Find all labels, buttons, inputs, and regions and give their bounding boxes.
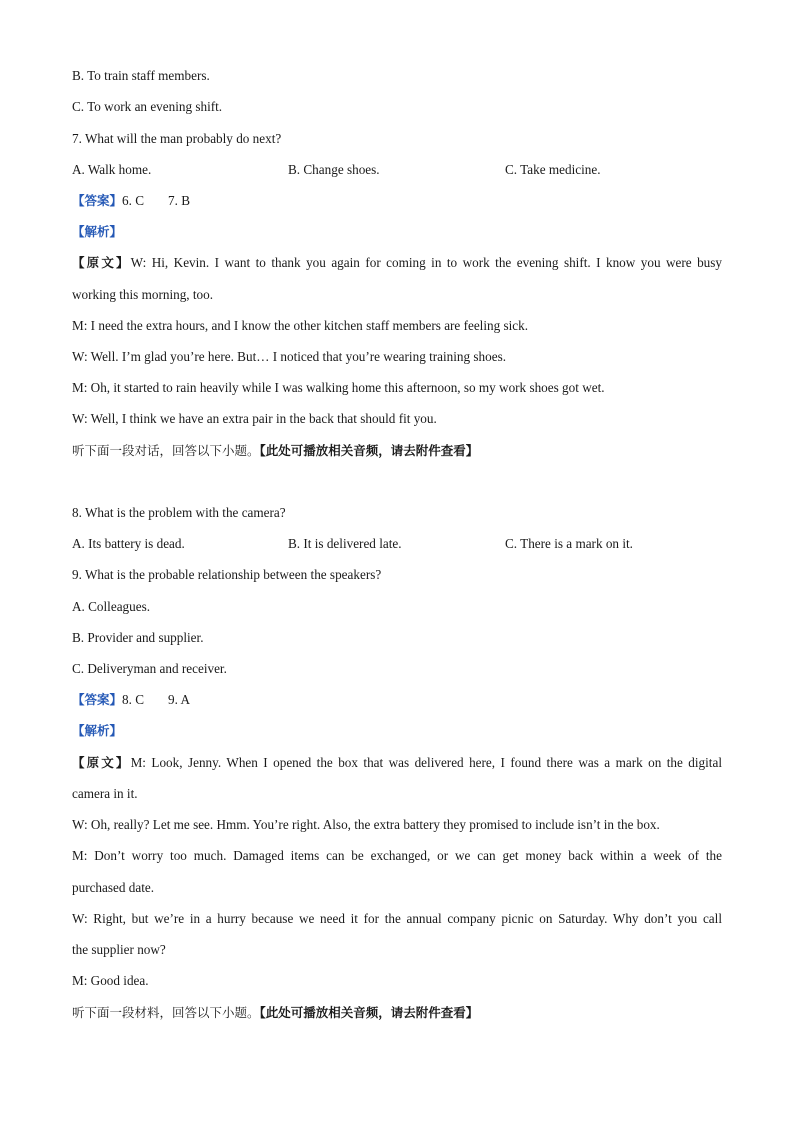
- transcript2-line1: 【原文】M: Look, Jenny. When I opened the box that was delivered here, I found there was a mark on the digital: [72, 755, 722, 770]
- q8-option-b: B. It is delivered late.: [288, 536, 402, 551]
- answer-7: 7. B: [168, 193, 190, 208]
- instruction-line-1: 听下面一段对话，回答以下小题。【此处可播放相关音频，请去附件查看】: [72, 443, 479, 458]
- transcript1-line2: M: I need the extra hours, and I know the other kitchen staff members are feeling sick.: [72, 318, 529, 333]
- analysis-tag: 【解析】: [72, 723, 123, 738]
- q8-question: 8. What is the problem with the camera?: [72, 505, 286, 520]
- answer-9: 9. A: [168, 692, 190, 707]
- analysis-tag: 【解析】: [72, 224, 123, 239]
- answer-line-1: [72, 193, 190, 209]
- analysis-line-1: [72, 224, 122, 240]
- q7-question: 7. What will the man probably do next?: [72, 131, 282, 146]
- transcript1-line1-cont: working this morning, too.: [72, 287, 214, 302]
- transcript1-line1: 【原文】W: Hi, Kevin. I want to thank you again for coming in to work the evening shift. I know you were busy: [72, 255, 722, 270]
- q9-option-c: C. Deliveryman and receiver.: [72, 661, 227, 676]
- q6-option-c: C. To work an evening shift.: [72, 99, 223, 114]
- answer-tag: 【答案】: [72, 692, 123, 707]
- audio-note: 【此处可播放相关音频，请去附件查看】: [259, 443, 479, 458]
- transcript1-line3: W: Well. I’m glad you’re here. But… I noticed that you’re wearing training shoes.: [72, 349, 506, 364]
- transcript2-line2: W: Oh, really? Let me see. Hmm. You’re right. Also, the extra battery they promised to include isn’t in the box.: [72, 817, 660, 832]
- transcript-tag: 【原文】: [72, 755, 131, 770]
- transcript2-line3-cont: purchased date.: [72, 880, 155, 895]
- q8-option-c: C. There is a mark on it.: [505, 536, 633, 551]
- transcript2-line4-cont: the supplier now?: [72, 942, 166, 957]
- q7-option-a: A. Walk home.: [72, 162, 152, 177]
- q6-option-b: B. To train staff members.: [72, 68, 210, 83]
- q9-option-a: A. Colleagues.: [72, 599, 151, 614]
- answer-line-2: [72, 692, 190, 708]
- q8-option-a: A. Its battery is dead.: [72, 536, 185, 551]
- transcript2-line3: M: Don’t worry too much. Damaged items can be exchanged, or we can get money back within a week of the: [72, 848, 722, 863]
- transcript-tag: 【原文】: [72, 255, 131, 270]
- transcript1-line4: M: Oh, it started to rain heavily while I was walking home this afternoon, so my work shoes got wet.: [72, 380, 605, 395]
- q9-question: 9. What is the probable relationship between the speakers?: [72, 567, 382, 582]
- instruction-line-2: 听下面一段材料，回答以下小题。【此处可播放相关音频，请去附件查看】: [72, 1005, 479, 1020]
- transcript2-line4: W: Right, but we’re in a hurry because we need it for the annual company picnic on Saturday. Why don’t you call: [72, 911, 722, 926]
- q7-option-c: C. Take medicine.: [505, 162, 601, 177]
- q9-option-b: B. Provider and supplier.: [72, 630, 204, 645]
- answer-8: 8. C: [122, 692, 144, 707]
- answer-tag: 【答案】: [72, 193, 123, 208]
- answer-6: 6. C: [122, 193, 144, 208]
- transcript2-line1-cont: camera in it.: [72, 786, 138, 801]
- audio-note: 【此处可播放相关音频，请去附件查看】: [259, 1005, 479, 1020]
- analysis-line-2: [72, 723, 122, 739]
- transcript1-line5: W: Well, I think we have an extra pair in the back that should fit you.: [72, 411, 437, 426]
- transcript2-line5: M: Good idea.: [72, 973, 149, 988]
- q7-option-b: B. Change shoes.: [288, 162, 380, 177]
